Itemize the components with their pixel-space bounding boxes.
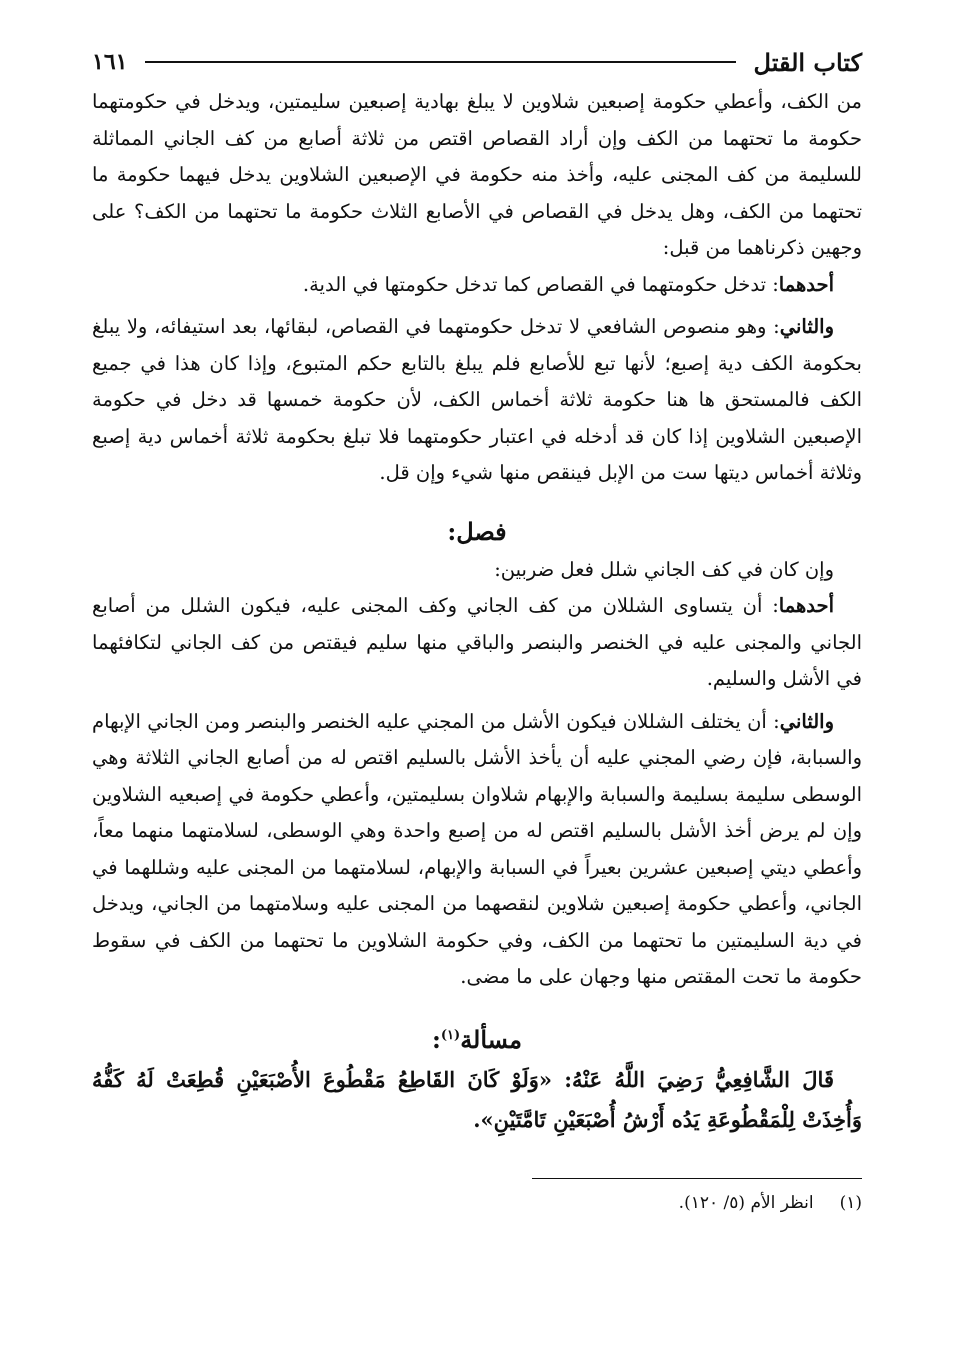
case-first — [92, 588, 862, 698]
masala-title: مسألة — [460, 1024, 522, 1054]
page-body — [92, 84, 862, 1140]
opinion-text: : وهو منصوص الشافعي لا تدخل حكومتهما في القصاص، لبقائها، بعد استيفائه، ولا يبلغ بحكومة الكف دية إصبع؛ لأنها تبع للأصابع فلم يبلغ بالتابع حكم المتبوع، وإذا كان هذا في جميع الكف فالمستحق ها هنا حكومة ثلاثة أخماس الكف، لأن حكومة خمسها قد دخل في حكومة الإصبعين الشلاوين إذا كان قد أدخله في اعتبار حكومتهما فلا تبلغ بحكومة ثلاثة أخماس دية إصبع وثلاثة أخماس ديتها ست من الإبل فينقص منها شيء وإن قل. — [92, 315, 862, 484]
opinion-label: أحدهما — [778, 272, 834, 296]
opinion-second — [92, 309, 862, 492]
section-heading-masala — [92, 1018, 862, 1058]
section-heading-fasl: فصل: — [447, 516, 507, 546]
section-intro: وإن كان في كف الجاني شلل فعل ضربين: — [494, 557, 834, 581]
shafii-quote: قَالَ الشَّافِعِيُّ رَضِيَ اللَّهُ عَنْهُ: «وَلَوْ كَانَ القَاطِعُ مَقْطُوعَ الأُصْبَعَيْنِ قُطِعَتْ لَهُ كَفُّهُ وَأُخِذَتْ لِلْمَقْطُوعَةِ يَدُه أَرْشُ أُصْبَعَيْنِ تَامَّتَيْنِ». — [92, 1066, 862, 1132]
opinion-label: والثاني — [779, 315, 834, 338]
footnote — [92, 1189, 862, 1217]
case-second — [92, 704, 862, 996]
paragraph: من الكف، وأعطي حكومة إصبعين شلاوين لا يبلغ بهادية إصبعين سليمتين، ويدخل في حكومتهما حكومة ما تحتهما من الكف وإن أراد القصاص اقتص من ثلاثة أصابع من كف الجاني المماثلة للسليمة من كف المجنى عليه، وأخذ منه حكومة في الإصبعين الشلاوين يدخل فيهما حكومة ما تحتهما من الكف، وهل يدخل في القصاص في الأصابع الثلاث حكومة ما تحتهما من الكف؟ على وجهين ذكرناهما من قبل: — [92, 90, 862, 259]
footnote-number: (١) — [839, 1192, 862, 1213]
case-text: : أن يتساوى الشللان من كف الجاني وكف المجنى عليه، فيكون الشلل من أصابع الجاني والمجنى عليه في الخنصر والبنصر والباقي منها سليم فيقتص من كف الجاني لتكافئهما في الأشل والسليم. — [92, 594, 862, 690]
opinion-first — [92, 267, 862, 304]
case-label: والثاني — [779, 709, 834, 733]
footnote-text: انظر الأم (٥/ ١٢٠). — [678, 1192, 814, 1213]
header-rule — [145, 61, 735, 63]
opinion-text: : تدخل حكومتهما في القصاص كما تدخل حكومتها في الدية. — [302, 272, 779, 296]
case-label: أحدهما — [778, 594, 834, 617]
masala-colon: : — [432, 1024, 441, 1054]
page-number: ١٦١ — [92, 49, 128, 75]
page-header — [92, 40, 862, 84]
footnote-reference: (١) — [440, 1027, 461, 1043]
chapter-title: كتاب القتل — [753, 47, 862, 77]
case-text: : أن يختلف الشللان فيكون الأشل من المجني عليه الخنصر والبنصر ومن الجاني الإبهام والسبابة، فإن رضي المجني عليه أن يأخذ الأشل بالسليم اقتص له من أصابع الجاني الثلاثة وهي الوسطى سليمة بسليمة والسبابة والإبهام شلاوان بسليمتين، وأعطي حكومة في إصبعيه الشلاوين وإن لم يرض أخذ الأشل بالسليم اقتص له من إصبع واحدة وهي الوسطى، لسلامتهما منهما معاً، وأعطي ديتي إصبعين عشرين بعيراً في السبابة والإبهام، لسلامتهما من المجنى عليه وشللهما في الجاني، وأعطي حكومة إصبعين شلاوين لنقصهما من المجنى عليه وسلامتهما من الجاني، ويدخل في دية السليمتين ما تحتهما من الكف، وفي حكومة الشلاوين ما تحتهما من الكف في سقوط حكومة ما تحت المقتص منها وجهان على ما مضى. — [92, 709, 862, 988]
footnote-separator — [532, 1178, 862, 1179]
